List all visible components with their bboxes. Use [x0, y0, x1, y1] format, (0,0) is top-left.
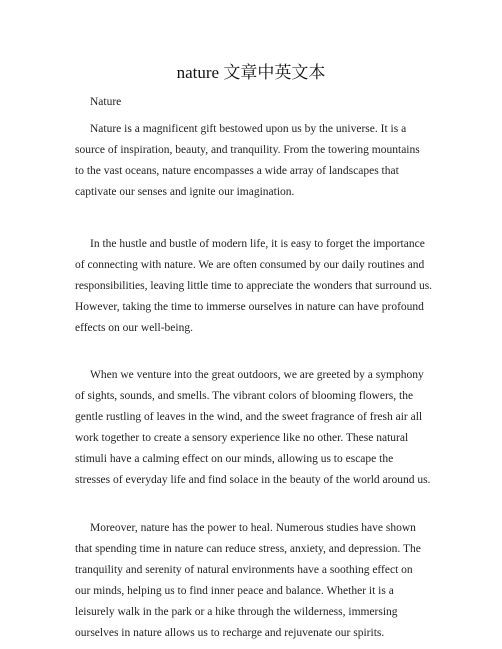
paragraph-line: stimuli have a calming effect on our minds, allowing us to escape the — [75, 453, 394, 465]
paragraph-line: tranquility and serenity of natural environments have a soothing effect on — [75, 564, 413, 576]
paragraph-line: Nature is a magnificent gift bestowed upon us by the universe. It is a — [90, 123, 407, 135]
paragraph-line: responsibilities, leaving little time to appreciate the wonders that surround us. — [75, 280, 433, 292]
paragraph-line: of connecting with nature. We are often consumed by our daily routines and — [75, 259, 425, 271]
paragraph-line: of sights, sounds, and smells. The vibrant colors of blooming flowers, the — [75, 390, 414, 402]
paragraph-line: stresses of everyday life and find solace in the beauty of the world around us. — [75, 474, 431, 486]
paragraph-line: captivate our senses and ignite our imagination. — [75, 186, 295, 198]
paragraph-line: However, taking the time to immerse ourselves in nature can have profound — [75, 301, 424, 313]
paragraph-line: In the hustle and bustle of modern life, it is easy to forget the importance — [90, 238, 425, 250]
paragraph-line: Moreover, nature has the power to heal. Numerous studies have shown — [90, 522, 416, 534]
paragraph-line: our minds, helping us to find inner peace and balance. Whether it is a — [75, 585, 394, 597]
paragraph-line: When we venture into the great outdoors, we are greeted by a symphony — [90, 369, 424, 381]
paragraph-line: gentle rustling of leaves in the wind, and the sweet fragrance of fresh air all — [75, 411, 423, 423]
paragraph-3 — [75, 365, 435, 491]
paragraph-4 — [75, 518, 435, 644]
paragraph-line: work together to create a sensory experience like no other. These natural — [75, 432, 409, 444]
paragraph-line: ourselves in nature allows us to recharge and rejuvenate our spirits. — [75, 627, 385, 639]
paragraph-line: source of inspiration, beauty, and tranquility. From the towering mountains — [75, 144, 420, 156]
paragraph-2 — [75, 234, 435, 339]
section-heading: Nature — [90, 96, 122, 108]
paragraph-line: that spending time in nature can reduce stress, anxiety, and depression. The — [75, 543, 421, 555]
paragraph-line: to the vast oceans, nature encompasses a wide array of landscapes that — [75, 165, 399, 177]
page-title: nature 文章中英文本 — [176, 63, 326, 82]
paragraph-1 — [75, 119, 435, 203]
paragraph-line: leisurely walk in the park or a hike through the wilderness, immersing — [75, 606, 398, 618]
paragraph-line: effects on our well-being. — [75, 322, 193, 334]
